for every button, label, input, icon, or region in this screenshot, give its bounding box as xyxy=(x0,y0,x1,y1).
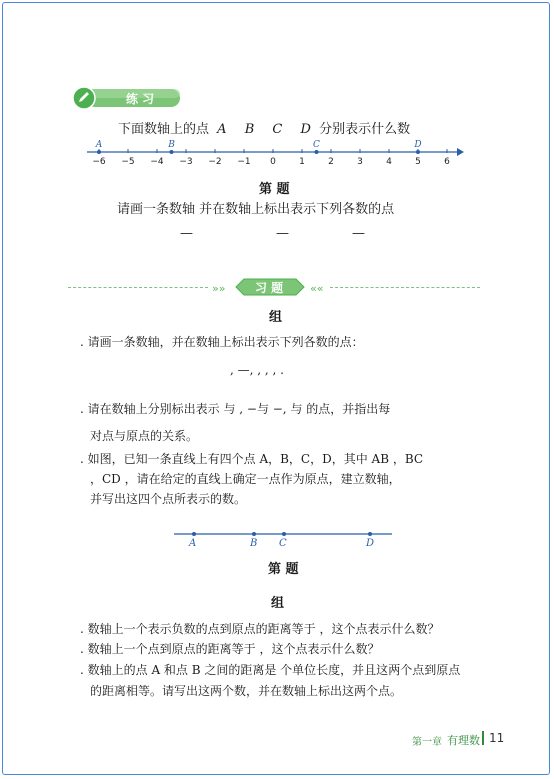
axis-point-label: D xyxy=(414,140,422,150)
exercise-badge-label: 习 题 xyxy=(255,281,284,295)
line-label-b: B xyxy=(250,538,258,549)
axis-point-a xyxy=(97,150,101,154)
practice-question-2: 请画一条数轴 并在数轴上标出表示下列各数的点 xyxy=(117,202,395,217)
axis-point-label: B xyxy=(168,140,175,150)
divider-right xyxy=(330,287,480,288)
exercise-line-1: . 请画一条数轴，并在数轴上标出表示下列各数的点： xyxy=(80,335,364,349)
blank-2: — xyxy=(276,226,289,241)
practice-badge-label: 练 习 xyxy=(126,92,155,106)
axis-point-b xyxy=(170,150,174,154)
group-b-title: 组 xyxy=(271,596,285,611)
line-point-c xyxy=(282,532,286,536)
axis-tick-label: 3 xyxy=(357,157,363,167)
exercise-line-6: ，CD ，请在给定的直线上确定一点作为原点，建立数轴， xyxy=(90,472,401,486)
axis-tick-label: −4 xyxy=(150,157,164,167)
axis-tick-label: −3 xyxy=(179,157,193,167)
axis-point-label: A xyxy=(95,140,103,150)
axis-tick-label: 1 xyxy=(299,157,305,167)
number-line-arrow xyxy=(457,148,464,156)
exercise-b-line-2: . 数轴上一个点到原点的距离等于 ，这个点表示什么数？ xyxy=(80,642,380,656)
exercise-line-3: . 请在数轴上分别标出表示 与 , −与 −, 与 的点，并指出每 xyxy=(80,402,391,416)
axis-tick-label: −6 xyxy=(92,157,106,167)
exercise-b-line-4: 的距离相等。请写出这两个数，并在数轴上标出这两个点。 xyxy=(90,684,403,698)
axis-tick-label: −1 xyxy=(237,157,251,167)
svg-text:»»: »» xyxy=(212,282,226,295)
line-label-c: C xyxy=(279,538,287,549)
exercise-figure-caption: 第 题 xyxy=(268,562,299,577)
exercise-line-7: 并写出这四个点所表示的数。 xyxy=(90,492,247,506)
footer-title: 有理数 xyxy=(447,734,480,747)
svg-text:««: «« xyxy=(310,282,324,295)
practice-question-1: 下面数轴上的点 A B C D 分别表示什么数 xyxy=(118,122,411,137)
line-point-d xyxy=(368,532,372,536)
axis-tick-label: 2 xyxy=(328,157,334,167)
number-line xyxy=(85,136,465,170)
line-label-d: D xyxy=(366,538,375,549)
exercise-b-line-1: . 数轴上一个表示负数的点到原点的距离等于 ，这个点表示什么数？ xyxy=(80,622,440,636)
divider-left xyxy=(68,287,208,288)
axis-point-d xyxy=(416,150,420,154)
footer-divider xyxy=(482,731,484,745)
axis-tick-label: 5 xyxy=(415,157,421,167)
page-number: 11 xyxy=(489,731,505,745)
axis-tick-label: −2 xyxy=(208,157,222,167)
exercise-line-4: 对点与原点的关系。 xyxy=(90,429,199,443)
exercise-b-line-3: . 数轴上的点 A 和点 B 之间的距离是 个单位长度，并且这两个点到原点 xyxy=(80,663,461,677)
axis-tick-label: 4 xyxy=(386,157,392,167)
group-a-title: 组 xyxy=(269,310,283,325)
axis-tick-label: 0 xyxy=(270,157,276,167)
exercise-line-2: , —, , , , . xyxy=(230,363,284,377)
blank-1: — xyxy=(180,226,193,241)
line-label-a: A xyxy=(189,538,197,549)
footer-chapter: 第一章 xyxy=(412,737,442,748)
axis-tick-label: −5 xyxy=(121,157,135,167)
axis-point-c xyxy=(315,150,319,154)
axis-tick-label: 6 xyxy=(444,157,450,167)
axis-point-label: C xyxy=(313,140,320,150)
line-point-b xyxy=(252,532,256,536)
exercise-line-5: . 如图，已知一条直线上有四个点 A，B，C，D，其中 AB ，BC xyxy=(80,452,424,466)
practice-figure-caption: 第 题 xyxy=(259,182,290,197)
blank-3: — xyxy=(352,226,365,241)
line-point-a xyxy=(192,532,196,536)
